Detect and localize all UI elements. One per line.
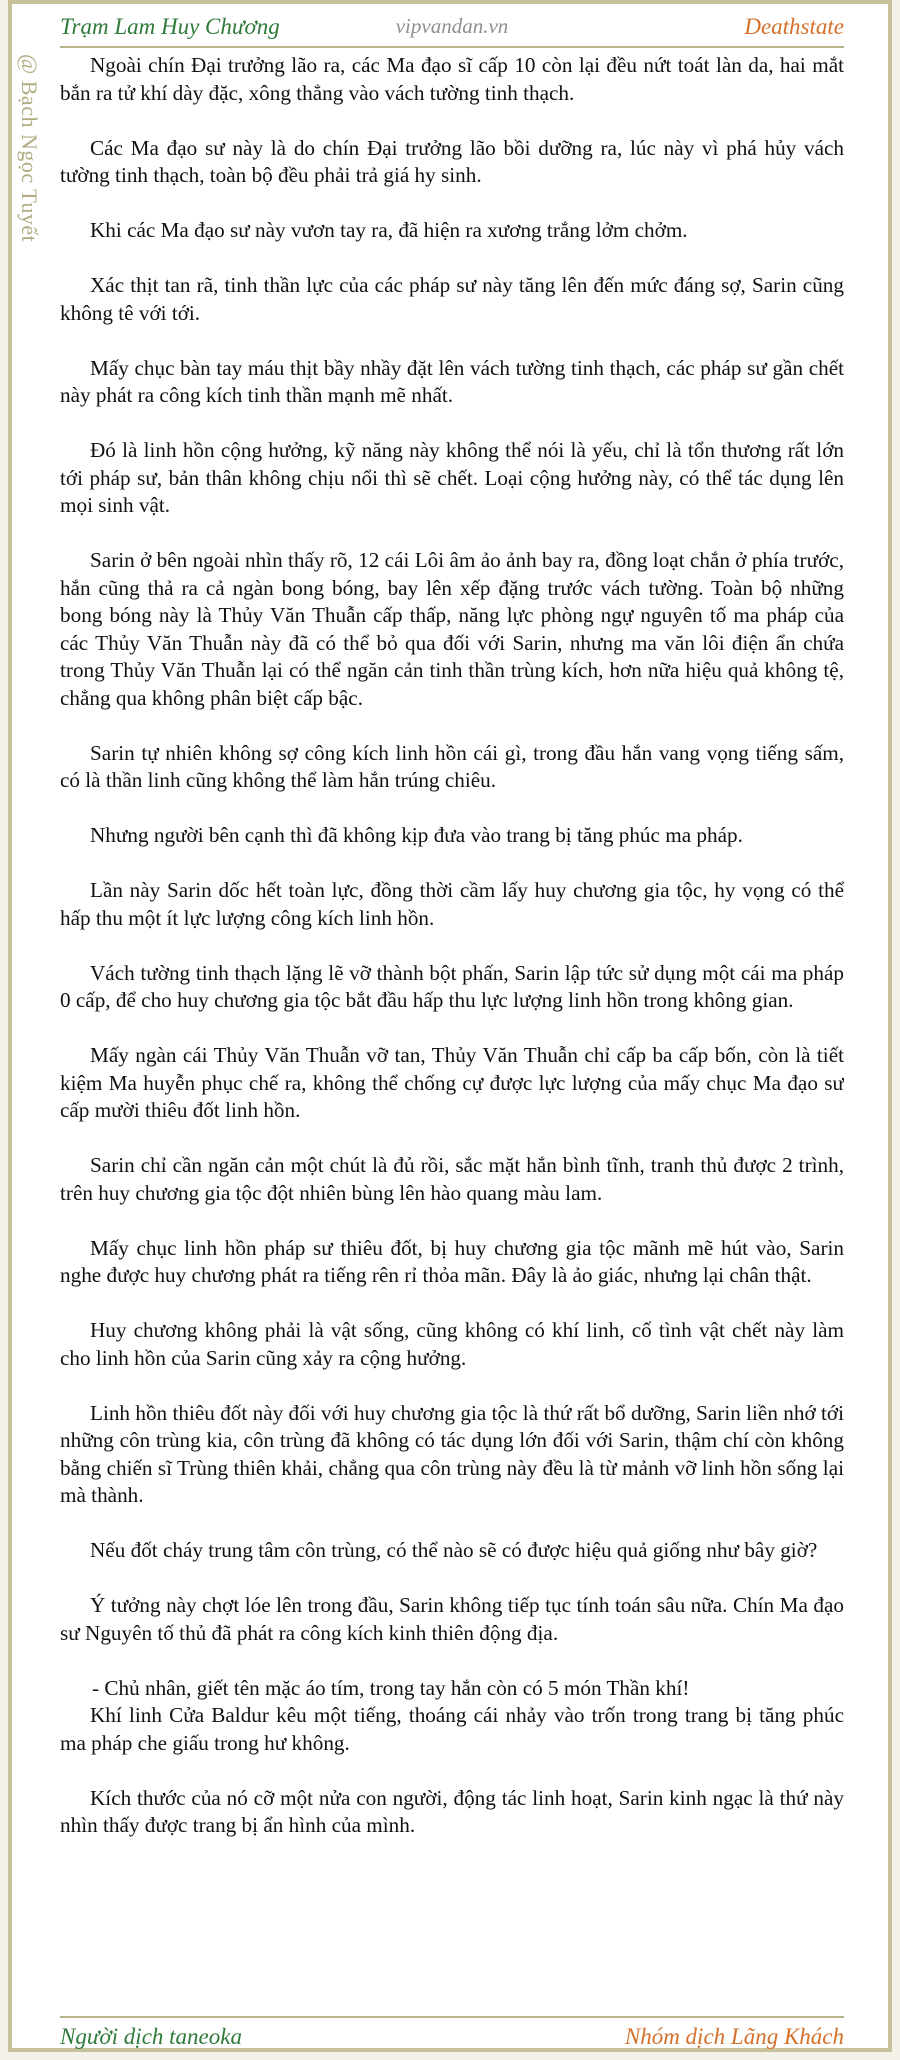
paragraph: Huy chương không phải là vật sống, cũng không có khí linh, cố tình vật chết này làm cho linh hồn của Sarin cũng xảy ra cộng hưởng. xyxy=(60,1318,844,1370)
paragraph: Sarin chỉ cần ngăn cản một chút là đủ rồi, sắc mặt hắn bình tĩnh, tranh thủ được 2 trình, trên huy chương gia tộc đột nhiên bùng lên hào quang màu lam. xyxy=(60,1153,844,1205)
paragraph: Đó là linh hồn cộng hưởng, kỹ năng này không thể nói là yếu, chỉ là tổn thương rất lớn tới pháp sư, bản thân không chịu nổi thì sẽ chết. Loại cộng hưởng này, có thể tác dụng lên mọi sinh vật. xyxy=(60,438,844,517)
footer-translator: Người dịch taneoka xyxy=(60,2024,242,2049)
footer-group: Nhóm dịch Lãng Khách xyxy=(624,2024,844,2049)
header-website: vipvandan.vn xyxy=(395,14,509,38)
page-header xyxy=(60,10,844,48)
paragraph: Xác thịt tan rã, tinh thần lực của các pháp sư này tăng lên đến mức đáng sợ, Sarin cũng không tê với tới. xyxy=(60,273,844,325)
side-watermark xyxy=(16,54,46,284)
page xyxy=(8,0,892,2052)
header-book-title: Trạm Lam Huy Chương xyxy=(60,14,280,39)
paragraph: Mấy chục bàn tay máu thịt bầy nhầy đặt lên vách tường tinh thạch, các pháp sư gần chết này phát ra công kích tinh thần mạnh mẽ nhất. xyxy=(60,355,844,407)
paragraph: Vách tường tinh thạch lặng lẽ vỡ thành bột phấn, Sarin lập tức sử dụng một cái ma pháp 0 cấp, để cho huy chương gia tộc bắt đầu hấp thu lực lượng linh hồn trong không gian. xyxy=(60,960,844,1012)
paragraph: Mấy ngàn cái Thủy Văn Thuẫn vỡ tan, Thủy Văn Thuẫn chỉ cấp ba cấp bốn, còn là tiết kiệm Ma huyễn phục chế ra, không thể chống cự được lực lượng của mấy chục Ma đạo sư cấp mười thiêu đốt linh hồn. xyxy=(60,1043,844,1122)
dialogue-line: - Chủ nhân, giết tên mặc áo tím, trong tay hắn còn có 5 món Thần khí! xyxy=(92,1675,690,1700)
paragraph: Ngoài chín Đại trưởng lão ra, các Ma đạo sĩ cấp 10 còn lại đều nứt toát làn da, hai mắt bắn ra tử khí dày đặc, xông thẳng vào vách tường tinh thạch. xyxy=(60,53,844,105)
paragraph: Các Ma đạo sư này là do chín Đại trưởng lão bồi dưỡng ra, lúc này vì phá hủy vách tường tinh thạch, toàn bộ đều phải trả giá hy sinh. xyxy=(60,135,844,187)
page-footer xyxy=(60,2016,844,2052)
paragraph: Lần này Sarin dốc hết toàn lực, đồng thời cầm lấy huy chương gia tộc, hy vọng có thể hấp thu một ít lực lượng công kích linh hồn. xyxy=(60,878,844,930)
paragraph: Khi các Ma đạo sư này vươn tay ra, đã hiện ra xương trắng lởm chởm. xyxy=(90,218,688,242)
paragraph: Ý tưởng này chợt lóe lên trong đầu, Sarin không tiếp tục tính toán sâu nữa. Chín Ma đạo sư Nguyên tố thủ đã phát ra công kích kinh thiên động địa. xyxy=(60,1593,844,1645)
paragraph: Linh hồn thiêu đốt này đối với huy chương gia tộc là thứ rất bổ dưỡng, Sarin liền nhớ tới những côn trùng kia, côn trùng đã không có tác dụng lớn đối với Sarin, thậm chí còn không bằng chiến sĩ Trùng thiên khải, chẳng qua côn trùng này đều là từ mảnh vỡ linh hồn sống lại mà thành. xyxy=(60,1400,844,1507)
watermark-text: @ Bạch Ngọc Tuyết xyxy=(17,54,42,243)
paragraph: Khí linh Cửa Baldur kêu một tiếng, thoáng cái nhảy vào trốn trong trang bị tăng phúc ma pháp che giấu trong hư không. xyxy=(60,1703,844,1755)
paragraph: Kích thước của nó cỡ một nửa con người, động tác linh hoạt, Sarin kinh ngạc là thứ này nhìn thấy được trang bị ẩn hình của mình. xyxy=(60,1785,844,1837)
paragraph: Nếu đốt cháy trung tâm côn trùng, có thể nào sẽ có được hiệu quả giống như bây giờ? xyxy=(90,1538,818,1562)
chapter-text xyxy=(60,52,844,2012)
header-author: Deathstate xyxy=(744,14,844,39)
paragraph: Sarin tự nhiên không sợ công kích linh hồn cái gì, trong đầu hắn vang vọng tiếng sấm, có là thần linh cũng không thể làm hắn trúng chiêu. xyxy=(60,740,844,792)
paragraph: Nhưng người bên cạnh thì đã không kịp đưa vào trang bị tăng phúc ma pháp. xyxy=(90,823,743,847)
paragraph: Sarin ở bên ngoài nhìn thấy rõ, 12 cái Lôi âm ảo ảnh bay ra, đồng loạt chắn ở phía trước, hắn cũng thả ra cả ngàn bong bóng, bay lên xếp đặng trước vách tường. Toàn bộ những bong bóng này là Thủy Văn Thuẫn cấp thấp, năng lực phòng ngự nguyên tố ma pháp của các Thủy Văn Thuẫn này đã có thể bỏ qua đối với Sarin, nhưng ma văn lôi điện ẩn chứa trong Thủy Văn Thuẫn lại có thể ngăn cản tinh thần trùng kích, hơn nữa hiệu quả không tệ, chẳng qua không phân biệt cấp bậc. xyxy=(60,548,844,710)
paragraph: Mấy chục linh hồn pháp sư thiêu đốt, bị huy chương gia tộc mãnh mẽ hút vào, Sarin nghe được huy chương phát ra tiếng rên rỉ thỏa mãn. Đây là ảo giác, nhưng lại chân thật. xyxy=(60,1235,844,1287)
